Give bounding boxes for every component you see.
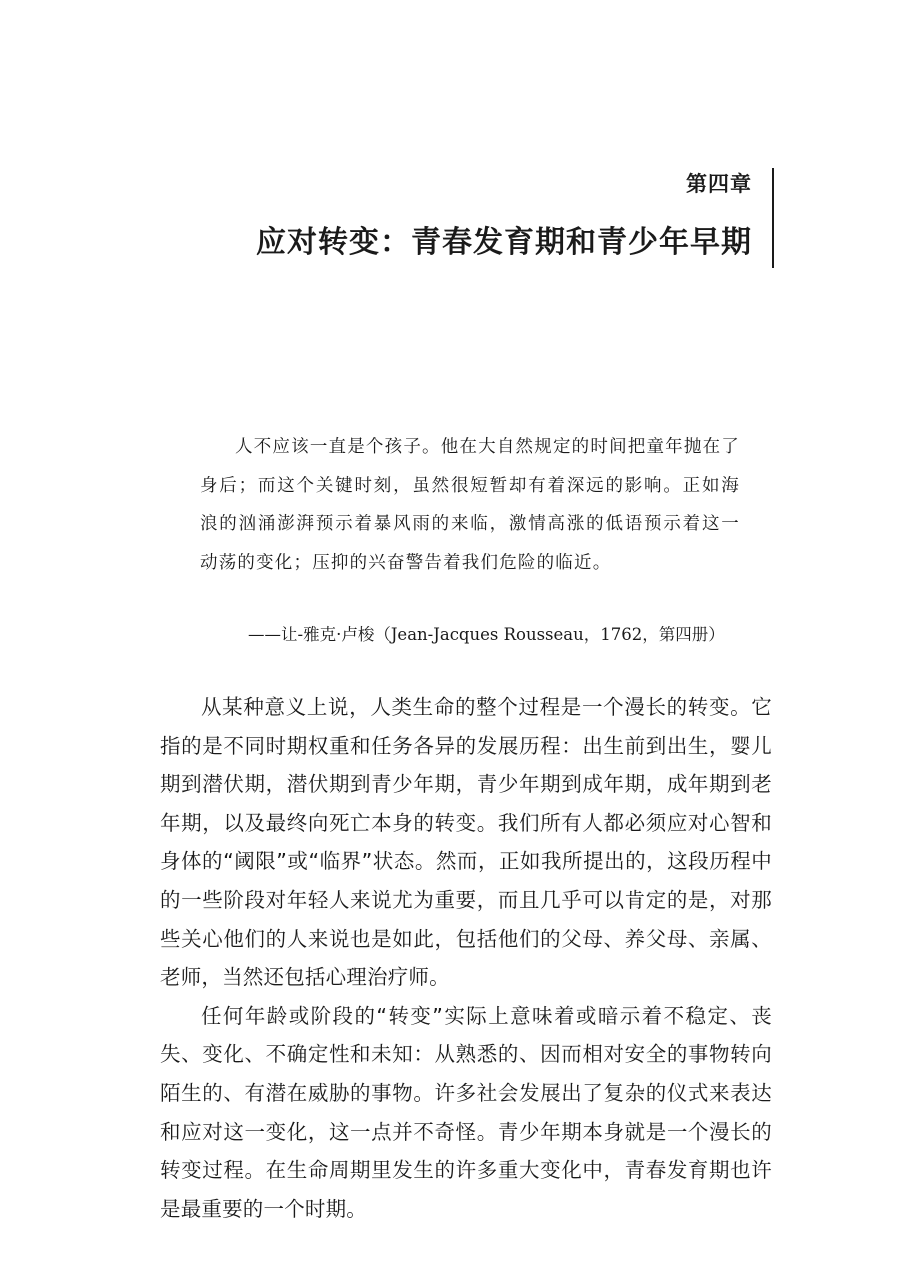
chapter-heading	[256, 165, 764, 265]
epigraph-quote: 人不应该一直是个孩子。他在大自然规定的时间把童年抛在了身后；而这个关键时刻，虽然很短暂却有着深远的影响。正如海浪的汹涌澎湃预示着暴风雨的来临，激情高涨的低语预示着这一动荡的变化；压抑的兴奋警告着我们危险的临近。	[200, 437, 740, 573]
body-paragraph: 从某种意义上说，人类生命的整个过程是一个漫长的转变。它指的是不同时期权重和任务各异的发展历程：出生前到出生，婴儿期到潜伏期，潜伏期到青少年期，青少年期到成年期，成年期到老年期，以及最终向死亡本身的转变。我们所有人都必须应对心智和身体的“阈限”或“临界”状态。然而，正如我所提出的，这段历程中的一些阶段对年轻人来说尤为重要，而且几乎可以肯定的是，对那些关心他们的人来说也是如此，包括他们的父母、养父母、亲属、老师，当然还包括心理治疗师。	[160, 695, 772, 990]
chapter-heading-rule	[772, 168, 774, 268]
body-paragraph: 任何年龄或阶段的“转变”实际上意味着或暗示着不稳定、丧失、变化、不确定性和未知：从熟悉的、因而相对安全的事物转向陌生的、有潜在威胁的事物。许多社会发展出了复杂的仪式来表达和应对这一变化，这一点并不奇怪。青少年期本身就是一个漫长的转变过程。在生命周期里发生的许多重大变化中，青春发育期也许是最重要的一个时期。	[160, 1003, 772, 1221]
chapter-number: 第四章	[686, 172, 752, 196]
chapter-title: 应对转变：青春发育期和青少年早期	[256, 225, 752, 260]
body-text	[160, 688, 772, 1228]
epigraph-attribution: ——让-雅克·卢梭（Jean-Jacques Rousseau，1762，第四册）	[248, 625, 725, 644]
